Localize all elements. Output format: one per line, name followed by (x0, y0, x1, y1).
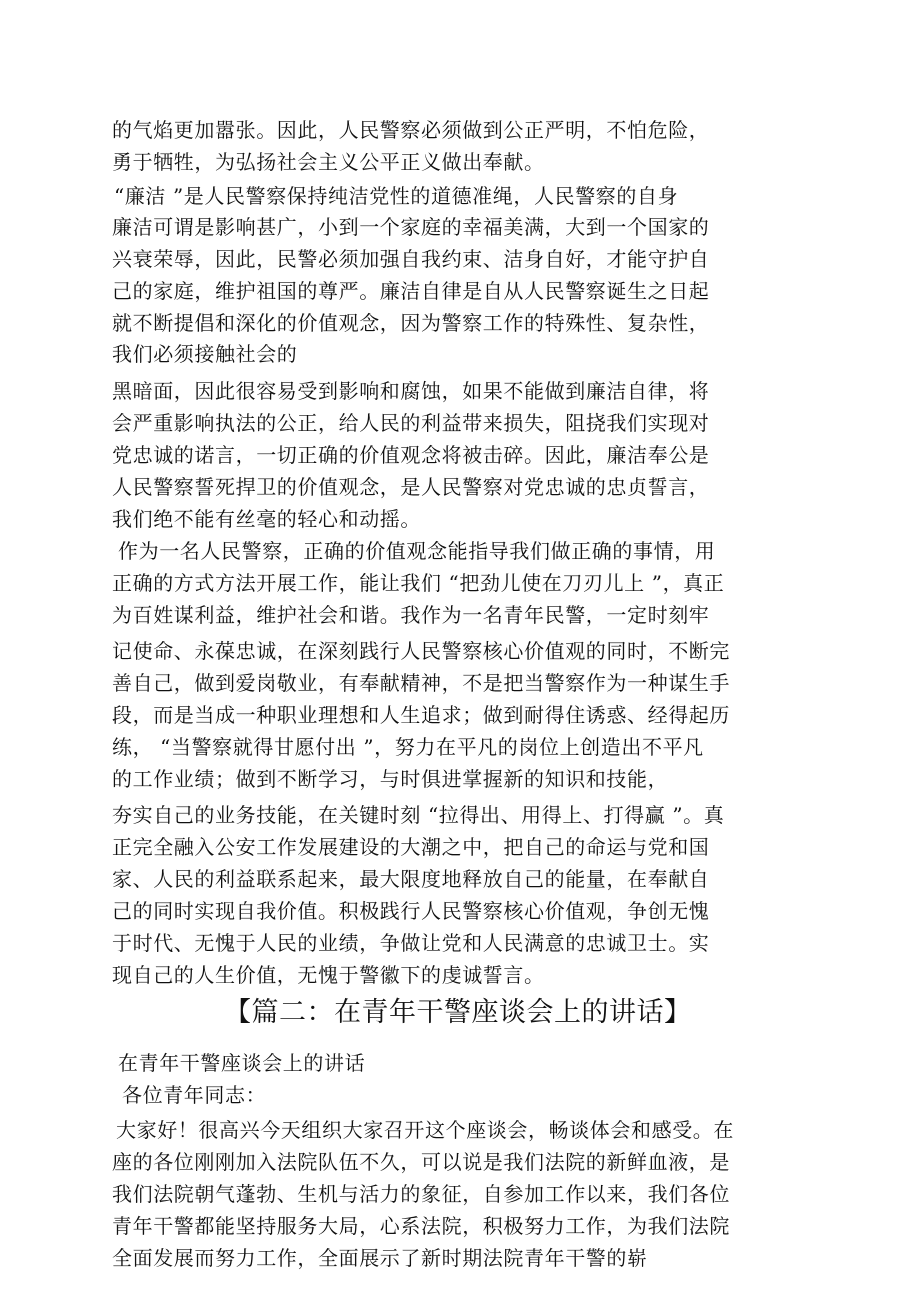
text-line: 黑暗面，因此很容易受到影响和腐蚀，如果不能做到廉洁自律，将 (112, 379, 710, 403)
speech-line: 大家好！很高兴今天组织大家召开这个座谈会，畅谈体会和感受。在 (116, 1118, 734, 1142)
speech-line: 青年干警都能坚持服务大局，心系法院，积极努力工作，为我们法院 (112, 1214, 730, 1238)
text-line: 会严重影响执法的公正，给人民的利益带来损失，阻挠我们实现对 (112, 411, 710, 435)
text-line: 夯实自己的业务技能，在关键时刻 “拉得出、用得上、打得赢 ”。真 (112, 803, 725, 827)
text-line: 廉洁可谓是影响甚广，小到一个家庭的幸福美满，大到一个国家的 (112, 215, 710, 239)
speech-line: 座的各位刚刚加入法院队伍不久，可以说是我们法院的新鲜血液，是 (112, 1150, 730, 1174)
text-line: 于时代、无愧于人民的业绩，争做让党和人民满意的忠诚卫士。实 (112, 931, 710, 955)
text-line: 练， “当警察就得甘愿付出 ”，努力在平凡的岗位上创造出不平凡 (112, 735, 704, 759)
text-line: 兴衰荣辱，因此，民警必须加强自我约束、洁身自好，才能守护自 (112, 247, 710, 271)
text-line: 记使命、永葆忠诚，在深刻践行人民警察核心价值观的同时，不断完 (112, 639, 730, 663)
text-line: 正完全融入公安工作发展建设的大潮之中，把自己的命运与党和国 (112, 835, 710, 859)
text-line: 善自己，做到爱岗敬业，有奉献精神，不是把当警察作为一种谋生手 (112, 671, 730, 695)
text-line: 己的同时实现自我价值。积极践行人民警察核心价值观，争创无愧 (112, 899, 710, 923)
text-line: 正确的方式方法开展工作，能让我们 “把劲儿使在刀刃儿上 ”，真正 (112, 571, 725, 595)
text-line: 勇于牺牲，为弘扬社会主义公平正义做出奉献。 (112, 150, 545, 174)
speech-title: 在青年干警座谈会上的讲话 (118, 1051, 366, 1075)
text-line: 我们必须接触社会的 (112, 342, 298, 366)
text-line: 家、人民的利益联系起来，最大限度地释放自己的能量，在奉献自 (112, 867, 710, 891)
speech-salutation: 各位青年同志： (122, 1083, 267, 1107)
text-line: 作为一名人民警察，正确的价值观念能指导我们做正确的事情，用 (118, 539, 716, 563)
text-line: 的气焰更加嚣张。因此，人民警察必须做到公正严明，不怕危险， (112, 118, 710, 142)
text-line: 人民警察誓死捍卫的价值观念，是人民警察对党忠诚的忠贞誓言， (112, 475, 710, 499)
text-line: “廉洁 ”是人民警察保持纯洁党性的道德准绳，人民警察的自身 (114, 184, 679, 208)
text-line: 现自己的人生价值，无愧于警徽下的虔诚誓言。 (112, 963, 545, 987)
text-line: 的工作业绩；做到不断学习，与时俱进掌握新的知识和技能， (112, 767, 669, 791)
text-line: 段，而是当成一种职业理想和人生追求；做到耐得住诱惑、经得起历 (112, 703, 730, 727)
speech-line: 全面发展而努力工作，全面展示了新时期法院青年干警的崭 (112, 1246, 648, 1270)
text-line: 己的家庭，维护祖国的尊严。廉洁自律是自从人民警察诞生之日起 (112, 279, 710, 303)
text-line: 为百姓谋利益，维护社会和谐。我作为一名青年民警，一定时刻牢 (112, 603, 710, 627)
speech-line: 我们法院朝气蓬勃、生机与活力的象征，自参加工作以来，我们各位 (112, 1182, 730, 1206)
section-heading: 【篇二：在青年干警座谈会上的讲话】 (224, 997, 692, 1028)
text-line: 就不断提倡和深化的价值观念，因为警察工作的特殊性、复杂性， (112, 311, 710, 335)
text-line: 党忠诚的诺言，一切正确的价值观念将被击碎。因此，廉洁奉公是 (112, 443, 710, 467)
text-line: 我们绝不能有丝毫的轻心和动摇。 (112, 507, 421, 531)
